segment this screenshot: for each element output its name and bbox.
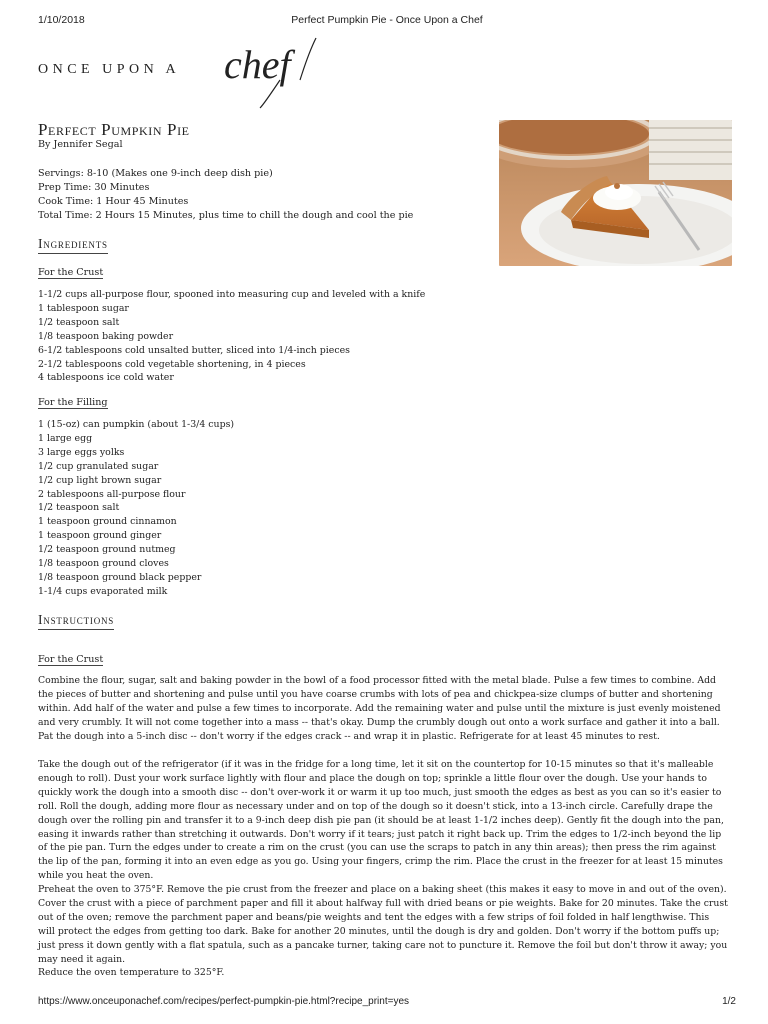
list-item: 6-1/2 tablespoons cold unsalted butter, sliced into 1/4-inch pieces — [38, 344, 350, 356]
instruction-step: Combine the flour, sugar, salt and baking powder in the bowl of a food processor fitted with the metal blade. Pulse a few times to combine. Add the pieces of butter and shortening and pulse until you have coarse crumbs with lots of pea and chickpea-size clumps of butter and shortening within. Add half of the water and pulse a few times to incorporate. Add the remaining water and pulse until the mixture is just evenly moistened and very crumbly. It will not come together into a mass -- that's okay. Dump the crumbly dough out onto a work surface and gather it into a ball. Pat the dough into a 5-inch disc -- don't worry if the edges crack -- and wrap it in plastic. Refrigerate for at least 45 minutes to rest. — [38, 675, 721, 742]
instruction-step: Reduce the oven temperature to 325°F. — [38, 967, 225, 978]
instruction-step: Take the dough out of the refrigerator (if it was in the fridge for a long time, let it sit on the countertop for 10-15 minutes so that it's malleable enough to roll). Dust your work surface lightly with flour and place the dough on top; sprinkle a little flour over the dough. Use your hands to quickly work the dough into a smooth disc -- don't over-work it or warm it up too much, just smooth the edges as best as you can so it's easier to roll. Roll the dough, adding more flour as necessary under and on top of the dough so it doesn't stick, into a 13-inch circle. Carefully drape the dough over the rolling pin and transfer it to a 9-inch deep dish pie pan (it should be at least 1-1/2 inches deep). Gently fit the dough into the pan, easing it inwards rather than stretching it outwards. Don't worry if it tears; just patch it right back up. Trim the edges to 1/2-inch beyond the lip of the pie pan. Turn the edges under to create a rim on the crust (you can use the scraps to patch in any thin areas); then press the rim against the lip of the pan, forming it into an even edge as you go. Using your fingers, crimp the rim. Place the crust in the freezer for at least 15 minutes while you heat the oven. — [38, 759, 724, 882]
list-item: 1/2 cup granulated sugar — [38, 460, 159, 472]
recipe-photo — [499, 120, 732, 266]
list-item: 3 large eggs yolks — [38, 446, 125, 458]
print-header — [38, 14, 736, 30]
list-item: 1/2 cup light brown sugar — [38, 474, 162, 486]
cook-time: Cook Time: 1 Hour 45 Minutes — [38, 196, 189, 207]
print-footer — [38, 996, 736, 1010]
total-time: Total Time: 2 Hours 15 Minutes, plus time to chill the dough and cool the pie — [38, 210, 414, 221]
list-item: 1-1/2 cups all-purpose flour, spooned into measuring cup and leveled with a knife — [38, 289, 426, 300]
list-item: 2-1/2 tablespoons cold vegetable shortening, in 4 pieces — [38, 358, 306, 370]
print-url[interactable]: https://www.onceuponachef.com/recipes/perfect-pumpkin-pie.html?recipe_print=yes — [38, 996, 410, 1007]
list-item: 1/2 teaspoon salt — [38, 316, 120, 328]
logo-wordmark: ONCE UPON A — [38, 62, 181, 77]
list-item: 1 tablespoon sugar — [38, 302, 129, 314]
list-item: 1-1/4 cups evaporated milk — [38, 585, 168, 597]
crust-instructions-heading: For the Crust — [38, 654, 104, 665]
servings: Servings: 8-10 (Makes one 9-inch deep dish pie) — [38, 168, 273, 179]
prep-time: Prep Time: 30 Minutes — [38, 182, 150, 193]
list-item: 1/8 teaspoon baking powder — [38, 330, 174, 342]
list-item: 1 teaspoon ground ginger — [38, 530, 162, 542]
list-item: 1 (15-oz) can pumpkin (about 1-3/4 cups) — [38, 419, 235, 430]
list-item: 1/8 teaspoon ground cloves — [38, 558, 169, 570]
list-item: 1/2 teaspoon salt — [38, 502, 120, 514]
list-item: 1/2 teaspoon ground nutmeg — [38, 544, 176, 556]
svg-text:chef: chef — [224, 42, 291, 87]
recipe-meta — [38, 167, 413, 223]
print-page-title: Perfect Pumpkin Pie - Once Upon a Chef — [291, 14, 483, 26]
list-item: 1 large egg — [38, 432, 93, 444]
print-date: 1/10/2018 — [38, 14, 85, 26]
list-item: 4 tablespoons ice cold water — [38, 372, 174, 384]
ingredients-heading: Ingredients — [38, 236, 108, 254]
logo-script-chef — [220, 34, 340, 114]
filling-ingredients-heading: For the Filling — [38, 397, 108, 408]
instruction-step: Preheat the oven to 375°F. Remove the pie crust from the freezer and place on a baking sheet (this makes it easy to move in and out of the oven). Cover the crust with a piece of parchment paper and fill it about halfway full with dried beans or pie weights. Bake for 20 minutes. Take the crust out of the oven; remove the parchment paper and beans/pie weights and tent the edges with a few strips of foil folded in half lengthwise. This will protect the edges from getting too dark. Bake for another 20 minutes, until the dough is dry and golden. Don't worry if the bottom puffs up; just press it down gently with a flat spatula, such as a pancake turner, taking care not to puncture it. Remove the foil but don't throw it away; you may need it again. — [38, 884, 728, 965]
crust-ingredients-heading: For the Crust — [38, 267, 104, 278]
recipe-title: Perfect Pumpkin Pie — [38, 120, 190, 139]
instructions-heading: Instructions — [38, 612, 114, 630]
site-logo[interactable] — [38, 34, 318, 114]
filling-ingredient-list — [38, 418, 234, 599]
list-item: 2 tablespoons all-purpose flour — [38, 488, 186, 500]
crust-ingredient-list — [38, 288, 425, 385]
list-item: 1 teaspoon ground cinnamon — [38, 516, 177, 528]
list-item: 1/8 teaspoon ground black pepper — [38, 571, 202, 583]
recipe-byline: By Jennifer Segal — [38, 139, 123, 150]
page-number: 1/2 — [722, 996, 736, 1007]
